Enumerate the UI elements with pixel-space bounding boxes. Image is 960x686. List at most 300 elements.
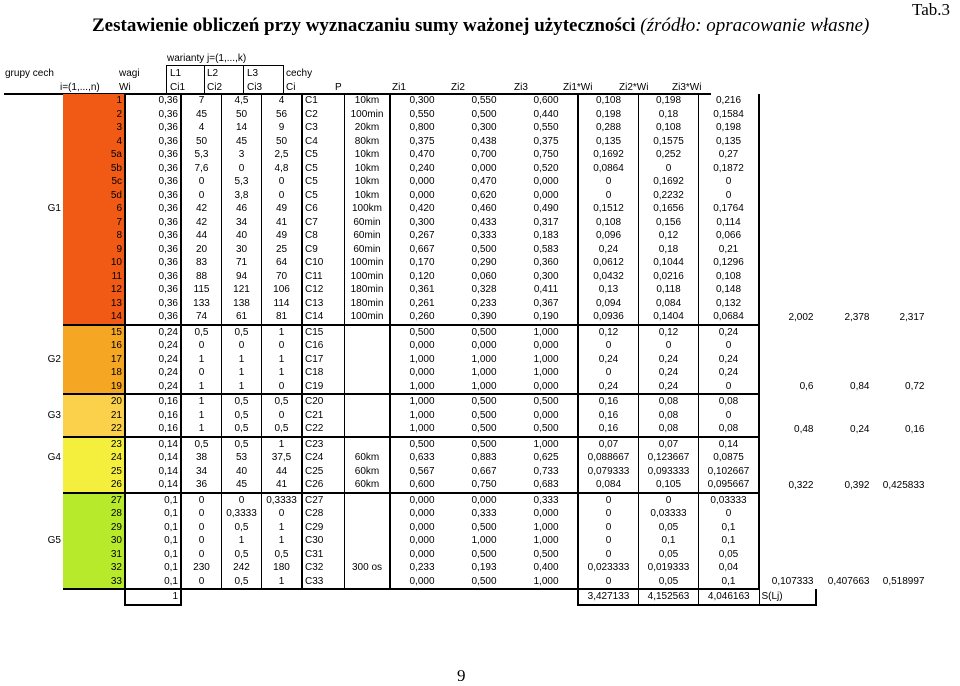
group-label	[4, 394, 63, 409]
zi1-wi-cell: 0	[578, 548, 639, 562]
zi2-cell: 0,000	[471, 340, 497, 352]
zi2-cell: 0,390	[453, 310, 515, 325]
zi3-cell: 1,000	[515, 534, 578, 548]
group-label	[4, 135, 63, 149]
zi3-wi-cell: 0,08	[699, 422, 760, 437]
l2-cell: 0	[222, 162, 262, 176]
l2-cell: 1	[222, 353, 262, 367]
weight-cell: 0,24	[125, 380, 181, 395]
header-zi2-wi: Zi2*Wi	[619, 82, 649, 93]
header-rule-warianty	[166, 65, 283, 66]
feature-cell: C32	[302, 561, 345, 575]
group-sum-cell	[759, 189, 816, 203]
zi1-wi-cell: 0	[578, 339, 639, 353]
zi2-wi-cell: 0,1044	[639, 256, 699, 270]
zi2-cell: 0,500	[453, 575, 515, 590]
zi1-cell: 0,120	[409, 270, 435, 282]
zi3-wi-cell: 0,24	[699, 353, 760, 367]
l2-cell: 40	[222, 229, 262, 243]
zi2-cell: 0,460	[471, 203, 497, 215]
group-sum-cell	[872, 108, 927, 122]
zi2-wi-cell: 0,156	[639, 216, 699, 230]
index-cell: 13	[63, 297, 125, 311]
l1-cell: 1	[181, 353, 222, 367]
zi2-wi-cell: 0,0216	[639, 270, 699, 284]
group-sum-cell	[872, 409, 927, 423]
index-cell: 22	[63, 422, 125, 437]
l3-cell: 0	[262, 189, 303, 203]
feature-cell: C5	[302, 148, 345, 162]
index-cell: 5d	[63, 189, 125, 203]
header-ci2: Ci2	[207, 82, 223, 93]
table-row	[4, 108, 927, 122]
l2-cell: 53	[222, 451, 262, 465]
group-sum-cell	[872, 229, 927, 243]
p-cell: 180min	[345, 297, 391, 311]
zi3-cell: 0,000	[515, 175, 578, 189]
group-sum-cell	[816, 353, 872, 367]
group-sum-cell	[816, 561, 872, 575]
index-cell: 11	[63, 270, 125, 284]
zi3-wi-cell: 0,148	[699, 283, 760, 297]
group-label: G2	[47, 353, 61, 365]
table-number: Tab.3	[912, 0, 950, 19]
table-row	[4, 325, 927, 340]
p-cell	[345, 437, 391, 452]
zi2-cell: 0,233	[471, 297, 497, 309]
l2-cell: 45	[222, 478, 262, 493]
weight-cell: 0,24	[125, 339, 181, 353]
l3-cell: 0	[262, 409, 303, 423]
results-table-body	[4, 94, 927, 605]
index-cell: 8	[63, 229, 125, 243]
zi1-cell: 0,261	[409, 297, 435, 309]
l3-cell: 64	[262, 256, 303, 270]
zi3-cell: 1,000	[515, 353, 578, 367]
zi2-wi-cell: 0,08	[639, 394, 699, 409]
zi1-wi-cell: 0	[578, 507, 639, 521]
zi3-cell: 0,333	[515, 493, 578, 508]
group-sum-cell	[816, 366, 872, 380]
table-row	[4, 202, 927, 216]
zi2-cell: 0,000	[471, 162, 497, 174]
group-sum-cell	[816, 493, 872, 508]
l2-cell: 3,8	[222, 189, 262, 203]
group-sum-cell	[759, 94, 816, 108]
feature-cell: C19	[302, 380, 345, 395]
header-zi3: Zi3	[514, 82, 528, 93]
l3-cell: 114	[262, 297, 303, 311]
zi1-cell: 0,170	[409, 257, 435, 269]
table-row	[4, 135, 927, 149]
header-zi1-wi: Zi1*Wi	[563, 82, 593, 93]
table-row	[4, 521, 927, 535]
zi3-wi-cell: 0	[699, 507, 760, 521]
l1-cell: 88	[181, 270, 222, 284]
zi1-wi-cell: 0,1512	[578, 202, 639, 216]
group-label	[4, 507, 63, 521]
weight-cell: 0,1	[125, 521, 181, 535]
group-sum-cell	[816, 507, 872, 521]
table-row	[4, 283, 927, 297]
l2-cell: 1	[222, 380, 262, 395]
zi3-wi-cell: 0,03333	[699, 493, 760, 508]
group-label	[4, 548, 63, 562]
feature-cell: C8	[302, 229, 345, 243]
header-zi1: Zi1	[392, 82, 406, 93]
index-cell: 23	[63, 437, 125, 452]
zi1-wi-cell: 0,0612	[578, 256, 639, 270]
l1-cell: 5,3	[181, 148, 222, 162]
zi1-cell: 0,470	[409, 149, 435, 161]
group-sum-cell	[759, 202, 816, 216]
zi2-wi-cell: 0,08	[639, 409, 699, 423]
zi2-wi-cell: 0,1692	[639, 175, 699, 189]
zi2-cell: 0,500	[471, 409, 497, 421]
zi2-wi-cell: 0	[639, 493, 699, 508]
zi2-cell: 0,500	[471, 243, 497, 255]
index-cell: 5c	[63, 175, 125, 189]
group-sum-cell	[872, 325, 927, 340]
zi1-cell: 0,000	[390, 575, 453, 590]
zi1-cell: 1,000	[409, 353, 435, 365]
zi1-wi-cell: 0,084	[578, 478, 639, 493]
l2-cell: 50	[222, 108, 262, 122]
l3-cell: 56	[262, 108, 303, 122]
weight-cell: 0,16	[125, 409, 181, 423]
zi3-cell: 0,000	[515, 339, 578, 353]
l3-cell: 1	[262, 521, 303, 535]
zi2-wi-cell: 0,24	[639, 353, 699, 367]
table-row	[4, 394, 927, 409]
group-sum-cell	[816, 229, 872, 243]
totals-spacer	[181, 589, 222, 605]
zi2-wi-cell: 0,123667	[639, 451, 699, 465]
group-sum-cell	[816, 162, 872, 176]
zi3-cell: 0,490	[515, 202, 578, 216]
p-cell	[345, 409, 391, 423]
group-sum-cell	[872, 465, 927, 479]
table-row	[4, 310, 927, 325]
group-label	[4, 437, 63, 452]
zi1-cell: 0,800	[409, 122, 435, 134]
group-sum-cell	[816, 148, 872, 162]
feature-cell: C9	[302, 243, 345, 257]
index-cell: 29	[63, 521, 125, 535]
zi3-wi-cell: 0,135	[699, 135, 760, 149]
zi1-wi-cell: 0,0432	[578, 270, 639, 284]
group-label	[4, 108, 63, 122]
zi3-wi-cell: 0,04	[699, 561, 760, 575]
weight-cell: 0,14	[125, 437, 181, 452]
zi1-cell: 0,300	[409, 95, 435, 107]
header-warianty: warianty j=(1,...,k)	[167, 53, 247, 64]
l2-cell: 0,5	[222, 521, 262, 535]
group-label: G1	[47, 203, 61, 215]
l1-cell: 7,6	[181, 162, 222, 176]
l3-cell: 0	[262, 380, 303, 395]
l2-cell: 0,5	[222, 409, 262, 423]
group-label	[4, 478, 63, 493]
p-cell	[345, 534, 391, 548]
l3-cell: 0	[262, 339, 303, 353]
p-cell	[345, 353, 391, 367]
group-sum-cell	[816, 216, 872, 230]
index-cell: 9	[63, 243, 125, 257]
group-sum-cell	[872, 202, 927, 216]
weight-cell: 0,16	[125, 394, 181, 409]
p-cell	[345, 575, 391, 590]
weight-cell: 0,36	[125, 189, 181, 203]
group-sum-cell	[872, 353, 927, 367]
group-sum-cell	[816, 297, 872, 311]
header-l3: L3	[247, 68, 259, 79]
group-label	[4, 121, 63, 135]
l3-cell: 0,5	[262, 394, 303, 409]
zi2-wi-cell: 0,2232	[639, 189, 699, 203]
p-cell	[345, 339, 391, 353]
p-cell	[345, 422, 391, 437]
index-cell: 18	[63, 366, 125, 380]
feature-cell: C15	[302, 325, 345, 340]
p-cell: 10km	[345, 189, 391, 203]
zi1-wi-cell: 0,135	[578, 135, 639, 149]
zi3-cell: 0,183	[515, 229, 578, 243]
zi2-wi-cell: 0,05	[639, 575, 699, 590]
group-label	[4, 283, 63, 297]
l1-cell: 0	[181, 575, 222, 590]
zi1-wi-cell: 0,12	[578, 325, 639, 340]
header-l2: L2	[207, 68, 219, 79]
zi2-cell: 0,883	[471, 452, 497, 464]
group-sum-cell	[759, 108, 816, 122]
zi3-cell: 0,440	[515, 108, 578, 122]
group-sum-cell	[759, 135, 816, 149]
group-sum-cell: 0,72	[905, 381, 925, 393]
l1-cell: 42	[181, 216, 222, 230]
zi2-cell: 0,300	[471, 122, 497, 134]
group-label	[4, 493, 63, 508]
table-row	[4, 148, 927, 162]
zi1-wi-cell: 0,108	[578, 94, 639, 108]
group-sum-cell	[816, 121, 872, 135]
group-label	[4, 148, 63, 162]
table-row	[4, 297, 927, 311]
group-label	[4, 243, 63, 257]
zi3-cell: 0,500	[515, 422, 578, 437]
zi1-wi-cell: 0	[578, 575, 639, 590]
group-sum-cell	[759, 493, 816, 508]
zi1-cell: 0,000	[409, 340, 435, 352]
l3-cell: 1	[262, 575, 303, 590]
header-ci3: Ci3	[247, 82, 263, 93]
l3-cell: 0,3333	[262, 493, 303, 508]
totals-spacer	[390, 589, 453, 605]
feature-cell: C29	[302, 521, 345, 535]
weight-cell: 0,36	[125, 175, 181, 189]
l1-cell: 115	[181, 283, 222, 297]
group-label	[4, 380, 63, 395]
zi1-wi-cell: 0	[578, 189, 639, 203]
table-row	[4, 561, 927, 575]
l2-cell: 138	[222, 297, 262, 311]
zi2-wi-cell: 0,08	[639, 422, 699, 437]
zi2-wi-cell: 0,252	[639, 148, 699, 162]
header-zi2: Zi2	[451, 82, 465, 93]
p-cell	[345, 380, 391, 395]
table-row	[4, 465, 927, 479]
l3-cell: 0	[262, 175, 303, 189]
zi1-wi-cell: 0,24	[578, 380, 639, 395]
zi3-cell: 0,367	[515, 297, 578, 311]
l2-cell: 0,5	[222, 394, 262, 409]
group-label: G3	[47, 409, 61, 421]
index-cell: 30	[63, 534, 125, 548]
group-sum-cell	[872, 493, 927, 508]
zi2-wi-cell: 0,093333	[639, 465, 699, 479]
group-sum-cell	[759, 366, 816, 380]
table-row	[4, 451, 927, 465]
totals-spacer	[872, 589, 927, 605]
totals-spacer	[222, 589, 262, 605]
feature-cell: C24	[302, 451, 345, 465]
group-sum-cell	[759, 561, 816, 575]
group-sum-cell	[816, 108, 872, 122]
group-label	[4, 229, 63, 243]
group-label	[4, 256, 63, 270]
group-sum-cell	[759, 256, 816, 270]
zi2-cell: 0,438	[471, 135, 497, 147]
group-sum-cell	[872, 521, 927, 535]
l2-cell: 0,5	[222, 575, 262, 590]
feature-cell: C7	[302, 216, 345, 230]
l3-cell: 25	[262, 243, 303, 257]
group-sum-cell	[816, 270, 872, 284]
feature-cell: C1	[302, 94, 345, 108]
zi2-wi-cell: 0,12	[639, 325, 699, 340]
l1-cell: 4	[181, 121, 222, 135]
zi1-cell: 0,000	[409, 494, 435, 506]
p-cell: 10km	[345, 175, 391, 189]
zi2-wi-cell: 0,084	[639, 297, 699, 311]
p-cell: 60min	[345, 229, 391, 243]
group-sum-cell	[759, 121, 816, 135]
group-sum-cell	[872, 162, 927, 176]
group-label	[4, 175, 63, 189]
l1-cell: 36	[181, 478, 222, 493]
header-ci: Ci	[286, 82, 296, 93]
feature-cell: C21	[302, 409, 345, 423]
zi1-wi-cell: 0,24	[578, 243, 639, 257]
index-cell: 28	[63, 507, 125, 521]
zi2-cell: 0,500	[471, 108, 497, 120]
feature-cell: C22	[302, 422, 345, 437]
zi3-wi-cell: 0	[699, 409, 760, 423]
zi2-wi-cell: 0,05	[639, 521, 699, 535]
group-sum-cell	[816, 256, 872, 270]
feature-cell: C28	[302, 507, 345, 521]
table-row	[4, 493, 927, 508]
index-cell: 17	[63, 353, 125, 367]
p-cell: 100km	[345, 202, 391, 216]
table-row	[4, 339, 927, 353]
weight-cell: 0,1	[125, 534, 181, 548]
index-cell: 21	[63, 409, 125, 423]
group-sum-cell	[759, 339, 816, 353]
header-divider-l1	[166, 65, 167, 94]
totals-spacer	[345, 589, 391, 605]
zi3-cell: 1,000	[515, 366, 578, 380]
zi3-cell: 0,600	[515, 94, 578, 108]
feature-cell: C33	[302, 575, 345, 590]
group-label	[4, 216, 63, 230]
group-sum-cell	[816, 394, 872, 409]
weight-cell: 0,36	[125, 256, 181, 270]
group-sum-cell	[872, 339, 927, 353]
feature-cell: C31	[302, 548, 345, 562]
group-sum-cell	[872, 175, 927, 189]
index-cell: 31	[63, 548, 125, 562]
p-cell	[345, 493, 391, 508]
feature-cell: C25	[302, 465, 345, 479]
totals-row	[4, 589, 927, 605]
table-row	[4, 121, 927, 135]
zi3-cell: 0,733	[515, 465, 578, 479]
l1-cell: 1	[181, 409, 222, 423]
l3-cell: 0,5	[262, 548, 303, 562]
feature-cell: C2	[302, 108, 345, 122]
zi2-cell: 0,060	[471, 270, 497, 282]
group-sum-cell	[816, 202, 872, 216]
group-sum-cell	[759, 162, 816, 176]
p-cell: 60min	[345, 216, 391, 230]
zi2-cell: 0,290	[471, 257, 497, 269]
group-sum-cell	[816, 521, 872, 535]
zi3-wi-cell: 0	[699, 339, 760, 353]
l3-cell: 4	[262, 94, 303, 108]
table-row	[4, 94, 927, 108]
feature-cell: C3	[302, 121, 345, 135]
zi1-cell: 0,500	[409, 326, 435, 338]
index-cell: 14	[63, 310, 125, 325]
l2-cell: 5,3	[222, 175, 262, 189]
index-cell: 15	[63, 325, 125, 340]
zi1-wi-cell: 0	[578, 175, 639, 189]
index-cell: 26	[63, 478, 125, 493]
zi1-wi-cell: 0,094	[578, 297, 639, 311]
l2-cell: 4,5	[222, 94, 262, 108]
zi3-cell: 1,000	[515, 575, 578, 590]
zi3-wi-cell: 0,0875	[699, 451, 760, 465]
group-sum-cell: 0,322	[788, 479, 814, 491]
zi3-cell: 0,750	[515, 148, 578, 162]
l3-cell: 41	[262, 478, 303, 493]
zi2-cell: 0,500	[471, 521, 497, 533]
zi3-wi-cell: 0,14	[699, 437, 760, 452]
l1-cell: 1	[181, 380, 222, 395]
feature-cell: C17	[302, 353, 345, 367]
index-cell: 3	[63, 121, 125, 135]
l2-cell: 121	[222, 283, 262, 297]
zi3-wi-cell: 0,27	[699, 148, 760, 162]
zi1-cell: 1,000	[390, 422, 453, 437]
weight-cell: 0,1	[125, 548, 181, 562]
header-grupy-cech: grupy cech	[5, 68, 54, 79]
group-sum-cell	[816, 339, 872, 353]
group-sum-cell	[872, 548, 927, 562]
feature-cell: C4	[302, 135, 345, 149]
feature-cell: C5	[302, 175, 345, 189]
